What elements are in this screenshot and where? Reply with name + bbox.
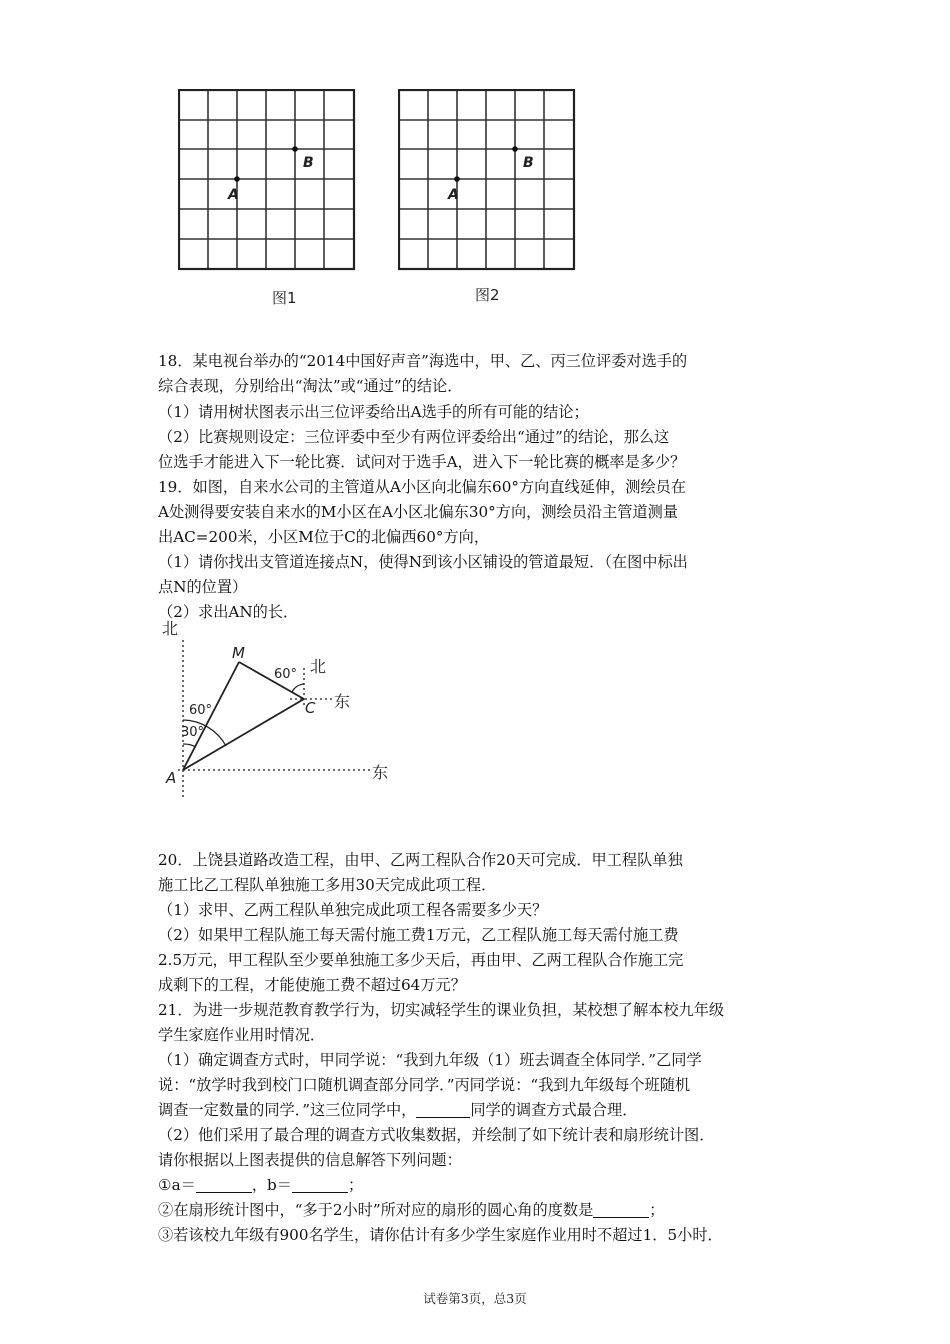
text-line: A处测得要安装自来水的M小区在A小区北偏东30°方向，测绘员沿主管道测量 — [158, 503, 679, 521]
direction-diagram — [158, 618, 408, 808]
label-a: A — [166, 769, 177, 787]
text-line: 20．上饶县道路改造工程，由甲、乙两工程队合作20天可完成．甲工程队单独 — [158, 851, 683, 869]
answer-blank-angle[interactable] — [593, 1201, 649, 1218]
label-c: C — [305, 699, 316, 717]
answer-blank-a[interactable] — [196, 1176, 252, 1193]
text-line: 施工比乙工程队单独施工多用30天完成此项工程． — [158, 876, 497, 894]
text-line: （1）确定调查方式时，甲同学说：“我到九年级（1）班去调查全体同学．”乙同学 — [158, 1051, 702, 1069]
text-line: （1）求甲、乙两工程队单独完成此项工程各需要多少天？ — [158, 901, 548, 919]
text-line: （1）请用树状图表示出三位评委给出A选手的所有可能的结论； — [158, 403, 589, 421]
text-line: 2.5万元，甲工程队至少要单独施工多少天后，再由甲、乙两工程队合作施工完 — [158, 951, 684, 969]
answer-blank[interactable] — [416, 1101, 470, 1118]
text-line: （2）他们采用了最合理的调查方式收集数据，并绘制了如下统计表和扇形统计图． — [158, 1126, 715, 1144]
angle-60-at-c: 60° — [274, 667, 298, 682]
text-segment: 同学的调查方式最合理． — [470, 1101, 638, 1119]
east-label-c: 东 — [334, 692, 351, 711]
text-line: 点N的位置） — [158, 578, 248, 596]
angle-30-at-a: 30° — [181, 725, 205, 740]
text-line: （2）如果甲工程队施工每天需付施工费1万元，乙工程队施工每天需付施工费 — [158, 926, 679, 944]
grid-figure-1 — [178, 89, 356, 271]
point-b-label: B — [523, 155, 534, 171]
point-b-dot — [292, 146, 298, 152]
text-line: 学生家庭作业用时情况． — [158, 1026, 326, 1044]
point-a-dot — [234, 176, 240, 182]
answer-blank-b[interactable] — [292, 1176, 348, 1193]
text-line: 19．如图，自来水公司的主管道从A小区向北偏东60°方向直线延伸，测绘员在 — [158, 478, 687, 496]
point-b-dot — [512, 146, 518, 152]
label-m: M — [232, 644, 245, 662]
text-segment: ①a＝ — [158, 1176, 196, 1194]
angle-60-at-a: 60° — [189, 703, 213, 718]
text-line: 综合表现，分别给出“淘汰”或“通过”的结论． — [158, 377, 463, 395]
text-segment: ； — [649, 1201, 665, 1219]
text-line: 位选手才能进入下一轮比赛．试问对于选手A，进入下一轮比赛的概率是多少？ — [158, 453, 686, 471]
text-line: 成剩下的工程，才能使施工费不超过64万元？ — [158, 976, 466, 994]
text-segment: ，b＝ — [251, 1176, 292, 1194]
text-line: ③若该校九年级有900名学生，请你估计有多少学生家庭作业用时不超过1．5小时． — [158, 1226, 723, 1244]
north-label: 北 — [162, 619, 179, 638]
text-line: 18．某电视台举办的“2014中国好声音”海选中，甲、乙、丙三位评委对选手的 — [158, 352, 688, 370]
text-line: 21．为进一步规范教育教学行为，切实减轻学生的课业负担，某校想了解本校九年级 — [158, 1001, 725, 1019]
point-a-label: A — [228, 187, 239, 203]
text-line: （2）求出AN的长． — [158, 603, 299, 621]
page-footer: 试卷第3页，总3页 — [423, 1291, 527, 1306]
point-a-dot — [454, 176, 460, 182]
text-line-with-blank — [158, 1198, 664, 1223]
figure-1-caption: 图1 — [272, 289, 297, 307]
text-line: 出AC=200米，小区M位于C的北偏西60°方向， — [158, 528, 490, 546]
text-segment: ②在扇形统计图中，“多于2小时”所对应的扇形的圆心角的度数是 — [158, 1201, 594, 1219]
east-label: 东 — [372, 763, 389, 782]
text-line-with-blank — [158, 1173, 363, 1198]
text-segment: 调查一定数量的同学．”这三位同学中， — [158, 1101, 417, 1119]
grid-figure-2 — [398, 89, 576, 271]
point-a-label: A — [448, 187, 459, 203]
point-b-label: B — [303, 155, 314, 171]
figure-2-caption: 图2 — [475, 286, 500, 304]
text-line: （1）请你找出支管道连接点N，使得N到该小区铺设的管道最短．（在图中标出 — [158, 553, 688, 571]
north-label-c: 北 — [310, 657, 327, 676]
text-line: （2）比赛规则设定：三位评委中至少有两位评委给出“通过”的结论，那么这 — [158, 428, 670, 446]
text-line: 请你根据以上图表提供的信息解答下列问题： — [158, 1151, 462, 1169]
text-line: 说：“放学时我到校门口随机调查部分同学．”丙同学说：“我到九年级每个班随机 — [158, 1076, 691, 1094]
text-line-with-blank — [158, 1098, 637, 1123]
text-segment: ； — [347, 1176, 364, 1194]
